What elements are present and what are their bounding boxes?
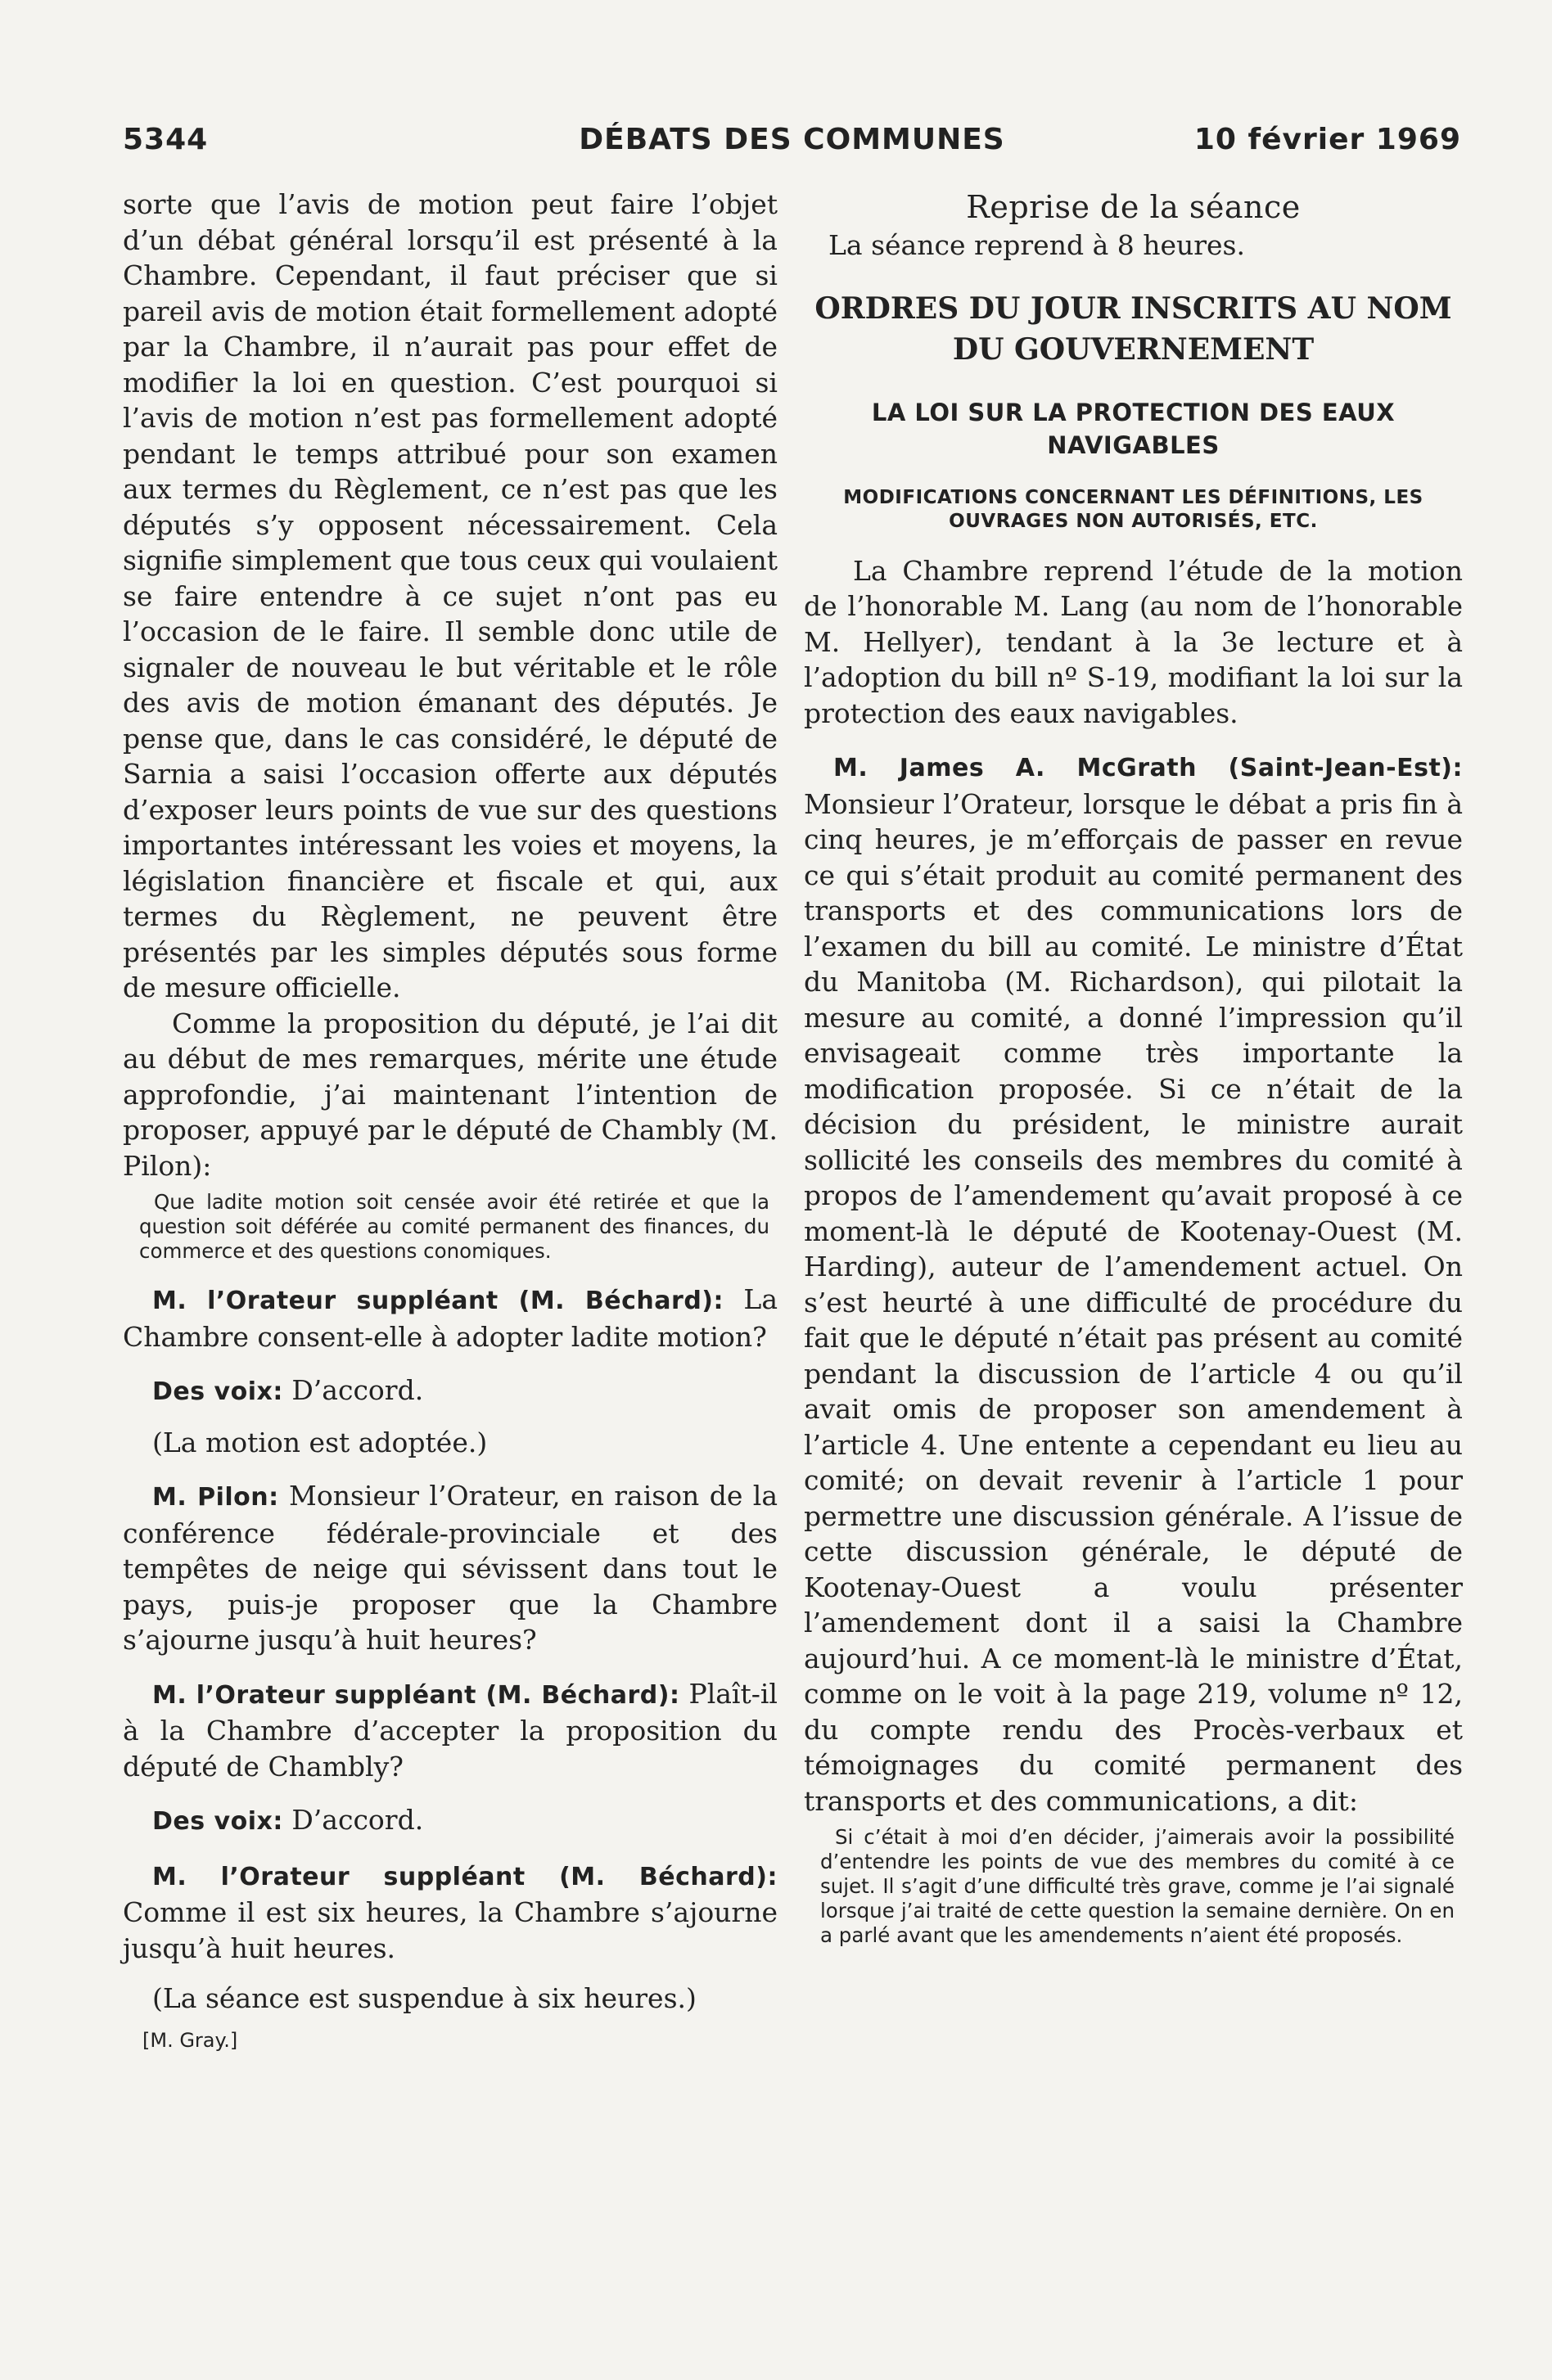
section-heading: Reprise de la séance [966, 189, 1301, 225]
speech [123, 1858, 778, 1967]
page-number: 5344 [123, 123, 209, 156]
speech [123, 1802, 778, 1840]
speaker-name: M. l’Orateur suppléant (M. Béchard): [152, 1680, 680, 1710]
paragraph: sorte que l’avis de motion peut faire l’objet d’un débat général lorsqu’il est présenté à la Chambre. Cependant, il faut préciser que si pareil avis de motion était formellement adopté par la Chambre, il n’aurait pas pour effet de modifier la loi en question. C’est pourquoi si l’avis de motion n’est pas formellement adopté pendant le temps attribué pour son examen aux termes du Règlement, ce n’est pas que les députés s’y opposent nécessairement. Cela signifie simplement que tous ceux qui voulaient se faire entendre à ce sujet n’ont pas eu l’occasion de le faire. Il semble donc utile de signaler de nouveau le but véritable et le rôle des avis de motion émanant des députés. Je pense que, dans le cas considéré, le député de Sarnia a saisi l’occasion offerte aux députés d’exposer leurs points de vue sur des questions importantes intéressant les voies et moyens, la législation financière et fiscale et qui, aux termes du Règlement, ne peuvent être présentés par les simples députés sous forme de mesure officielle. [123, 188, 778, 1003]
speech-text: D’accord. [282, 1374, 424, 1406]
left-column [123, 187, 778, 2058]
speech-text: Monsieur l’Orateur, en raison de la conférence fédérale-provinciale et des tempêtes de neige qui sévissent dans tout le pays, puis-je proposer que la Chambre s’ajourne jusqu’à huit heures? [123, 1480, 778, 1656]
speech-text: La Chambre consent-elle à adopter ladite motion? [123, 1283, 778, 1353]
speaker-name: M. Pilon: [152, 1483, 279, 1512]
speech-text: Comme il est six heures, la Chambre s’ajourne jusqu’à huit heures. [123, 1896, 778, 1964]
motion-quote: Que ladite motion soit censée avoir été retirée et que la question soit déférée au comité permanent des finances, du commerce et des questions conomiques. [139, 1190, 769, 1263]
running-title: DÉBATS DES COMMUNES [579, 123, 1005, 156]
speech [123, 1373, 778, 1410]
testimony-quote: Si c’était à moi d’en décider, j’aimerais avoir la possibilité d’entendre les points de vue des membres du comité à ce sujet. Il s’agit d’une difficulté très grave, comme je l’ai signalé lorsque j’ai traité de cette question la semaine dernière. On en a parlé avant que les amendements n’aient été proposés. [820, 1825, 1455, 1947]
page-header [123, 123, 1461, 164]
paragraph: La Chambre reprend l’étude de la motion de l’honorable M. Lang (au nom de l’honorable M. Hellyer), tendant à la 3e lecture et à l’adoption du bill nº S-19, modifiant la loi sur la protection des eaux navigables. [804, 554, 1463, 729]
procedural-note: (La motion est adoptée.) [152, 1426, 488, 1458]
speech [123, 1478, 778, 1658]
session-resumes-note: La séance reprend à 8 heures. [828, 229, 1245, 261]
speaker-name: M. James A. McGrath (Saint-Jean-Est): [833, 754, 1463, 782]
page-date: 10 février 1969 [1193, 123, 1461, 156]
paragraph: Comme la proposition du député, je l’ai dit au début de mes remarques, mérite une étude approfondie, j’ai maintenant l’intention de proposer, appuyé par le député de Chambly (M. Pilon): [123, 1007, 778, 1182]
speech-text: D’accord. [282, 1804, 424, 1836]
orders-heading: ORDRES DU JOUR INSCRITS AU NOM DU GOUVERNEMENT [814, 291, 1452, 367]
bill-subheading: MODIFICATIONS CONCERNANT LES DÉFINITIONS, LES OUVRAGES NON AUTORISÉS, ETC. [843, 486, 1423, 532]
speech-text: Monsieur l’Orateur, lorsque le débat a pris fin à cinq heures, je m’efforçais de passer en revue ce qui s’était produit au comité permanent des transports et des communications lors de l’examen du bill au comité. Le ministre d’État du Manitoba (M. Richardson), qui pilotait la mesure au comité, a donné l’impression qu’il envisageait comme très importante la modification proposée. Si ce n’était de la décision du président, le ministre aurait sollicité les conseils des membres du comité à propos de l’amendement qu’avait proposé à ce moment-là le député de Kootenay-Ouest (M. Harding), auteur de l’amendement actuel. On s’est heurté à une difficulté de procédure du fait que le député n’était pas présent au comité pendant la discussion de l’article 4 ou qu’il avait omis de proposer son amendement à l’article 4. Une entente a cependant eu lieu au comité; on devait revenir à l’article 1 pour permettre une discussion générale. A l’issue de cette discussion générale, le député de Kootenay-Ouest a voulu présenter l’amendement dont il a saisi la Chambre aujourd’hui. A ce moment-là le ministre d’État, comme on le voit à la page 219, volume nº 12, du compte rendu des Procès-verbaux et témoignages du comité permanent des transports et des communications, a dit: [804, 787, 1463, 1817]
speech [123, 1676, 778, 1785]
speaker-attribution: [M. Gray.] [142, 2028, 238, 2052]
speech [804, 749, 1463, 1819]
bill-heading: LA LOI SUR LA PROTECTION DES EAUX NAVIGABLES [871, 398, 1396, 459]
speech-text: Plaît-il à la Chambre d’accepter la proposition du député de Chambly? [123, 1677, 778, 1783]
procedural-note: (La séance est suspendue à six heures.) [152, 1982, 697, 2014]
speaker-name: Des voix: [152, 1807, 283, 1836]
speaker-name: M. l’Orateur suppléant (M. Béchard): [152, 1287, 724, 1315]
speech [123, 1282, 778, 1355]
speaker-name: Des voix: [152, 1377, 283, 1406]
speaker-name: M. l’Orateur suppléant (M. Béchard): [152, 1862, 778, 1891]
right-column [804, 187, 1463, 1954]
